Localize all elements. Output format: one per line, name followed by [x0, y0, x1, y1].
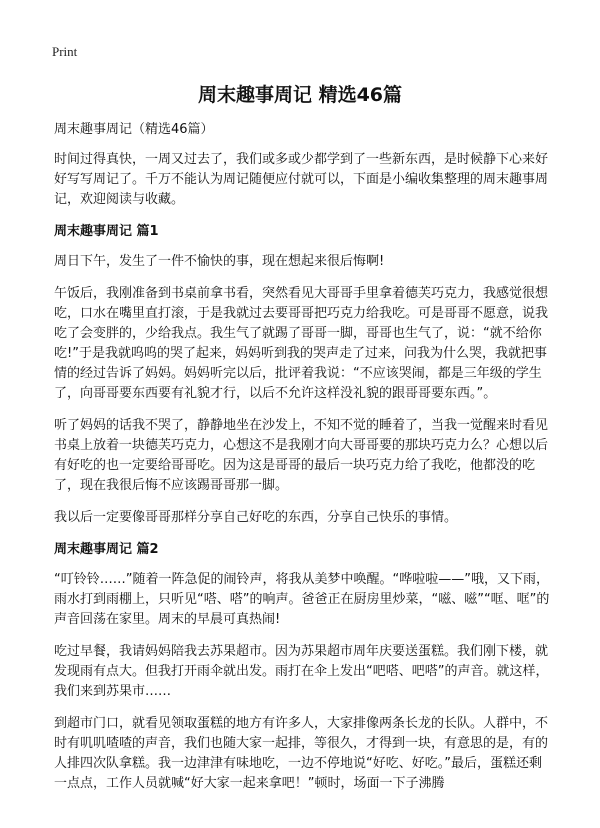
document-body — [54, 120, 550, 806]
paragraph: 午饭后，我刚准备到书桌前拿书看，突然看见大哥哥手里拿着德芙巧克力，我感觉很想吃，口水在嘴里直打滚，于是我就过去要哥哥把巧克力给我吃。可是哥哥不愿意，说我吃了会变胖的，少给我点。我生气了就踢了哥哥一脚，哥哥也生气了，说：“就不给你吃!”于是我就呜呜的哭了起来，妈妈听到我的哭声走了过来，问我为什么哭，我就把事情的经过告诉了妈妈。妈妈听完以后，批评着我说：“不应该哭闹，都是三年级的学生了，向哥哥要东西要有礼貌才行，以后不允许这样没礼貌的跟哥哥要东西。”。 — [54, 286, 549, 401]
intro-paragraph: 时间过得真快，一周又过去了，我们或多或少都学到了一些新东西，是时候静下心来好好写写周记了。千万不能认为周记随便应付就可以，下面是小编收集整理的周末趣事周记，欢迎阅读与收藏。 — [54, 152, 549, 207]
print-link[interactable]: Print — [52, 44, 78, 59]
paragraph: 周日下午，发生了一件不愉快的事，现在想起来很后悔啊! — [54, 254, 385, 269]
paragraph: “叮铃铃……”随着一阵急促的闹铃声，将我从美梦中唤醒。“哗啦啦——”哦，又下雨，雨水打到雨棚上，只听见“嗒、嗒”的响声。爸爸正在厨房里炒菜，“嗞、嗞”“哐、哐”的声音回荡在家里。周末的早晨可真热闹! — [54, 572, 550, 627]
paragraph: 到超市门口，就看见领取蛋糕的地方有许多人，大家排像两条长龙的长队。人群中，不时有叽叽喳喳的声音，我们也随大家一起排，等很久，才得到一块，有意思的是，有的人排四次队拿糕。我一边津津有味地吃，一边不停地说“好吃、好吃。”最后，蛋糕还剩一点点，工作人员就喊“好大家一起来拿吧！”顿时，场面一下子沸腾 — [54, 716, 549, 791]
section-heading: 周末趣事周记 篇1 — [54, 224, 159, 239]
paragraph: 听了妈妈的话我不哭了，静静地坐在沙发上，不知不觉的睡着了，当我一觉醒来时看见书桌上放着一块德芙巧克力，心想这不是我刚才向大哥哥要的那块巧克力么？心想以后有好吃的也一定要给哥哥吃。因为这是哥哥的最后一块巧克力给了我吃，他都没的吃了，现在我很后悔不应该踢哥哥那一脚。 — [54, 418, 549, 493]
document-title: 周末趣事周记 精选46篇 — [197, 84, 403, 106]
section-heading: 周末趣事周记 篇2 — [54, 542, 159, 557]
paragraph: 我以后一定要像哥哥那样分享自己好吃的东西，分享自己快乐的事情。 — [54, 510, 458, 525]
paragraph: 吃过早餐，我请妈妈陪我去苏果超市。因为苏果超市周年庆要送蛋糕。我们刚下楼，就发现雨有点大。但我打开雨伞就出发。雨打在伞上发出“吧嗒、吧嗒”的声音。就这样，我们来到苏果市…… — [54, 644, 549, 699]
document-subtitle: 周末趣事周记（精选46篇） — [54, 122, 214, 137]
